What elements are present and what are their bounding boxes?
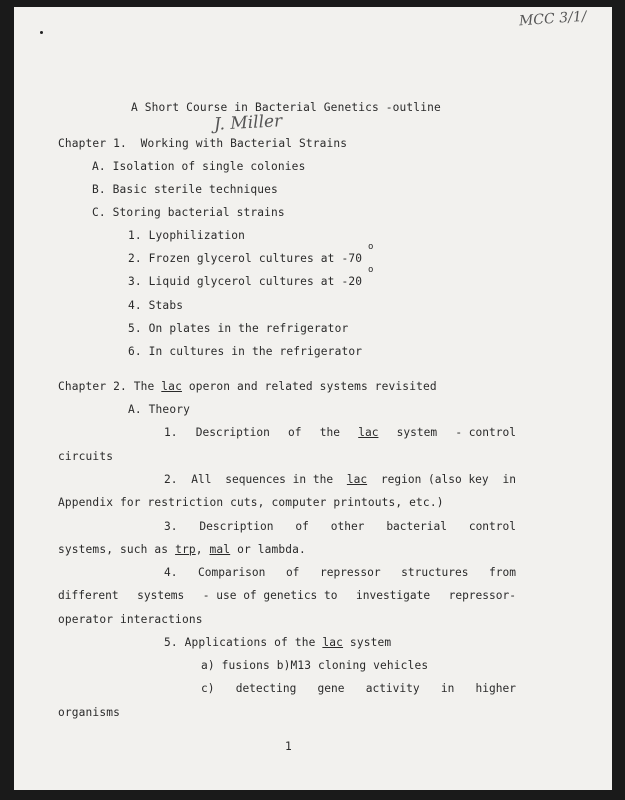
theory-point-2-cont: Appendix for restriction cuts, computer printouts, etc.) xyxy=(58,496,444,509)
storage-item: 2. Frozen glycerol cultures at -70 xyxy=(128,252,363,265)
theory-point-4: 4. Comparison of repressor structures from xyxy=(164,566,516,579)
corner-dot xyxy=(40,31,43,34)
document-title: A Short Course in Bacterial Genetics -outline xyxy=(131,101,441,114)
theory-point-3-cont: systems, such as trp, mal or lambda. xyxy=(58,543,306,556)
theory-point-4-line-3: operator interactions xyxy=(58,613,203,626)
storage-item: 1. Lyophilization xyxy=(128,229,246,242)
chapter-1-section-a: A. Isolation of single colonies xyxy=(92,160,306,173)
application-c: c) detecting gene activity in higher xyxy=(201,682,516,695)
application-a-b: a) fusions b)M13 cloning vehicles xyxy=(201,659,429,672)
page-number: 1 xyxy=(285,740,292,753)
theory-point-3: 3. Description of other bacterial control xyxy=(164,520,516,533)
document-page xyxy=(14,7,612,790)
storage-item: 4. Stabs xyxy=(128,299,184,312)
theory-point-2: 2. All sequences in the lac region (also key in xyxy=(164,473,516,486)
author-signature: J. Miller xyxy=(213,111,283,135)
chapter-2-heading: Chapter 2. The lac operon and related systems revisited xyxy=(58,380,437,393)
chapter-1-section-b: B. Basic sterile techniques xyxy=(92,183,278,196)
theory-point-5: 5. Applications of the lac system xyxy=(164,636,392,649)
chapter-2-theory: A. Theory xyxy=(128,403,190,416)
chapter-1-heading: Chapter 1. Working with Bacterial Strains xyxy=(58,137,348,150)
chapter-1-section-c: C. Storing bacterial strains xyxy=(92,206,285,219)
storage-item: 6. In cultures in the refrigerator xyxy=(128,345,363,358)
storage-item: 3. Liquid glycerol cultures at -20 xyxy=(128,275,363,288)
corner-handwritten-mark: MCC 3/1/ xyxy=(518,8,587,30)
application-c-cont: organisms xyxy=(58,706,120,719)
degree-symbol: o xyxy=(368,265,374,275)
storage-item: 5. On plates in the refrigerator xyxy=(128,322,349,335)
degree-symbol: o xyxy=(368,242,374,252)
theory-point-1: 1. Description of the lac system - control xyxy=(164,426,516,439)
theory-point-1-cont: circuits xyxy=(58,450,114,463)
theory-point-4-line-2: different systems - use of genetics to investigate repressor- xyxy=(58,589,516,602)
